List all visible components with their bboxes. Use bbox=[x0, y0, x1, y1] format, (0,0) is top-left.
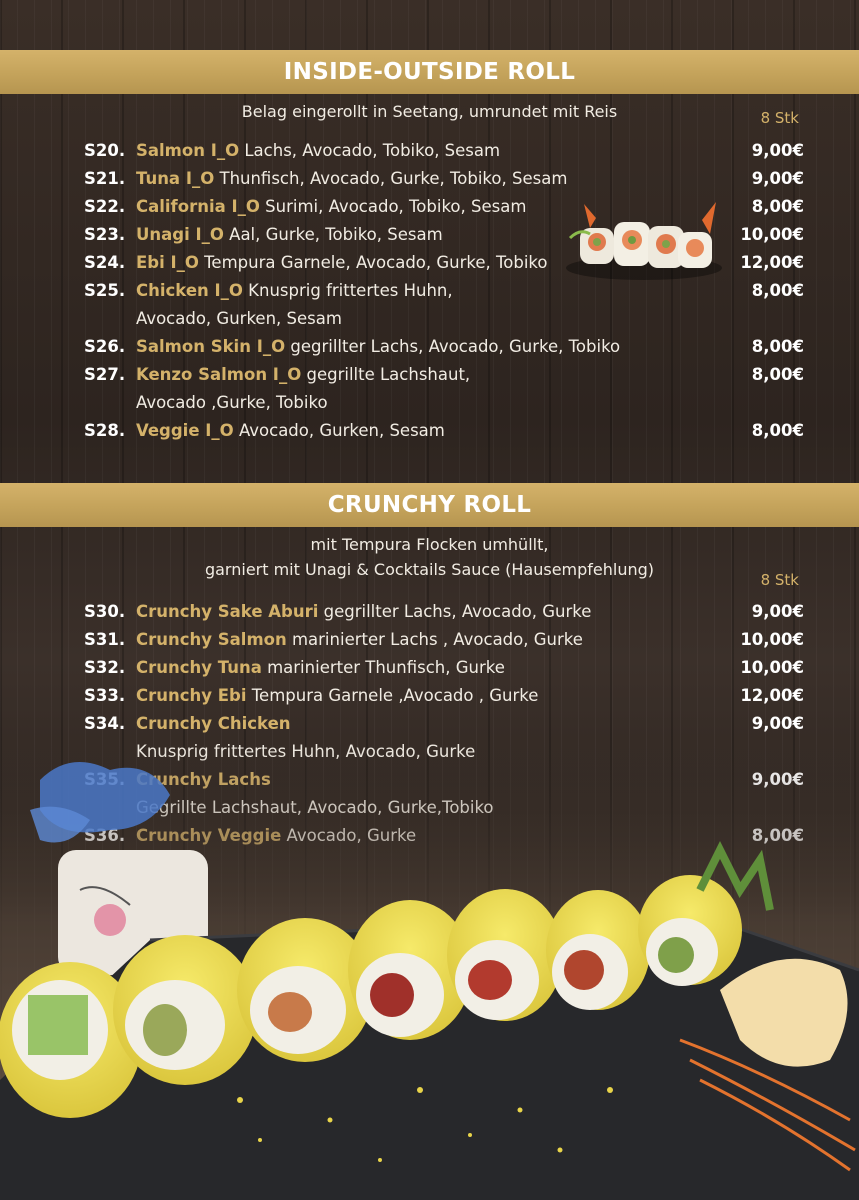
item-name: Crunchy Sake Aburi bbox=[136, 602, 319, 621]
item-code: S25. bbox=[84, 281, 126, 300]
menu-item bbox=[84, 333, 804, 361]
item-code: S21. bbox=[84, 169, 126, 188]
portion-size: 8 Stk bbox=[760, 109, 799, 127]
item-description: Surimi, Avocado, Tobiko, Sesam bbox=[265, 197, 527, 216]
item-name: Kenzo Salmon I_O bbox=[136, 365, 302, 384]
item-price: 12,00€ bbox=[740, 686, 804, 705]
item-price: 8,00€ bbox=[751, 197, 804, 216]
item-code: S34. bbox=[84, 714, 126, 733]
item-price: 9,00€ bbox=[751, 169, 804, 188]
item-name: Unagi I_O bbox=[136, 225, 224, 244]
item-code: S31. bbox=[84, 630, 126, 649]
section-subtitle-line-1: mit Tempura Flocken umhüllt, bbox=[310, 535, 549, 554]
item-name: Tuna I_O bbox=[136, 169, 215, 188]
item-price: 8,00€ bbox=[751, 365, 804, 384]
menu-list-inside-outside bbox=[84, 137, 804, 445]
item-price: 12,00€ bbox=[740, 253, 804, 272]
menu-item bbox=[84, 361, 804, 389]
item-code: S24. bbox=[84, 253, 126, 272]
item-description-continued bbox=[84, 305, 804, 333]
item-description: marinierter Lachs , Avocado, Gurke bbox=[291, 630, 583, 649]
item-price: 10,00€ bbox=[740, 225, 804, 244]
item-name: Chicken I_O bbox=[136, 281, 243, 300]
item-name: Crunchy Ebi bbox=[136, 686, 247, 705]
crunchy-roll-platter-photo bbox=[0, 740, 859, 1200]
item-price: 8,00€ bbox=[751, 337, 804, 356]
section-title: INSIDE-OUTSIDE ROLL bbox=[283, 59, 576, 85]
item-description: Thunfisch, Avocado, Gurke, Tobiko, Sesam bbox=[219, 169, 568, 188]
inside-out-roll-photo bbox=[560, 198, 728, 286]
item-description: gegrillter Lachs, Avocado, Gurke, Tobiko bbox=[290, 337, 621, 356]
item-name: Crunchy Tuna bbox=[136, 658, 262, 677]
item-code: S20. bbox=[84, 141, 126, 160]
item-name: Veggie I_O bbox=[136, 421, 234, 440]
item-description: Tempura Garnele, Avocado, Gurke, Tobiko bbox=[204, 253, 548, 272]
item-price: 9,00€ bbox=[751, 602, 804, 621]
menu-item bbox=[84, 417, 804, 445]
item-description: Avocado ,Gurke, Tobiko bbox=[136, 393, 328, 412]
section-subtitle-line-2: garniert mit Unagi & Cocktails Sauce (Hausempfehlung) bbox=[204, 560, 655, 579]
item-description: Avocado, Gurken, Sesam bbox=[136, 309, 342, 328]
portion-size: 8 Stk bbox=[760, 571, 799, 589]
item-description: marinierter Thunfisch, Gurke bbox=[267, 658, 505, 677]
item-price: 10,00€ bbox=[740, 658, 804, 677]
item-price: 8,00€ bbox=[751, 421, 804, 440]
menu-item bbox=[84, 598, 804, 626]
item-code: S26. bbox=[84, 337, 126, 356]
item-name: California I_O bbox=[136, 197, 260, 216]
item-description: Knusprig frittertes Huhn, bbox=[248, 281, 453, 300]
item-description: gegrillte Lachshaut, bbox=[306, 365, 471, 384]
menu-item bbox=[84, 165, 804, 193]
item-description-continued bbox=[84, 389, 804, 417]
section-subtitle: Belag eingerollt in Seetang, umrundet mit Reis bbox=[241, 102, 618, 121]
section-banner-inside-outside bbox=[0, 50, 859, 94]
item-name: Salmon I_O bbox=[136, 141, 240, 160]
section-banner-crunchy bbox=[0, 483, 859, 527]
menu-item bbox=[84, 137, 804, 165]
item-name: Salmon Skin I_O bbox=[136, 337, 286, 356]
item-price: 8,00€ bbox=[751, 281, 804, 300]
item-name: Ebi I_O bbox=[136, 253, 199, 272]
item-description: Lachs, Avocado, Tobiko, Sesam bbox=[244, 141, 501, 160]
item-description: gegrillter Lachs, Avocado, Gurke bbox=[323, 602, 592, 621]
item-price: 10,00€ bbox=[740, 630, 804, 649]
menu-item bbox=[84, 654, 804, 682]
item-price: 9,00€ bbox=[751, 714, 804, 733]
item-price: 9,00€ bbox=[751, 141, 804, 160]
item-description: Tempura Garnele ,Avocado , Gurke bbox=[251, 686, 539, 705]
menu-item bbox=[84, 710, 804, 738]
item-code: S33. bbox=[84, 686, 126, 705]
item-code: S32. bbox=[84, 658, 126, 677]
item-code: S28. bbox=[84, 421, 126, 440]
item-code: S22. bbox=[84, 197, 126, 216]
item-description: Avocado, Gurken, Sesam bbox=[238, 421, 445, 440]
menu-item bbox=[84, 682, 804, 710]
item-name: Crunchy Chicken bbox=[136, 714, 291, 733]
section-title: CRUNCHY ROLL bbox=[327, 492, 532, 518]
item-code: S23. bbox=[84, 225, 126, 244]
item-description: Aal, Gurke, Tobiko, Sesam bbox=[229, 225, 443, 244]
item-code: S30. bbox=[84, 602, 126, 621]
item-name: Crunchy Salmon bbox=[136, 630, 287, 649]
menu-item bbox=[84, 626, 804, 654]
item-code: S27. bbox=[84, 365, 126, 384]
